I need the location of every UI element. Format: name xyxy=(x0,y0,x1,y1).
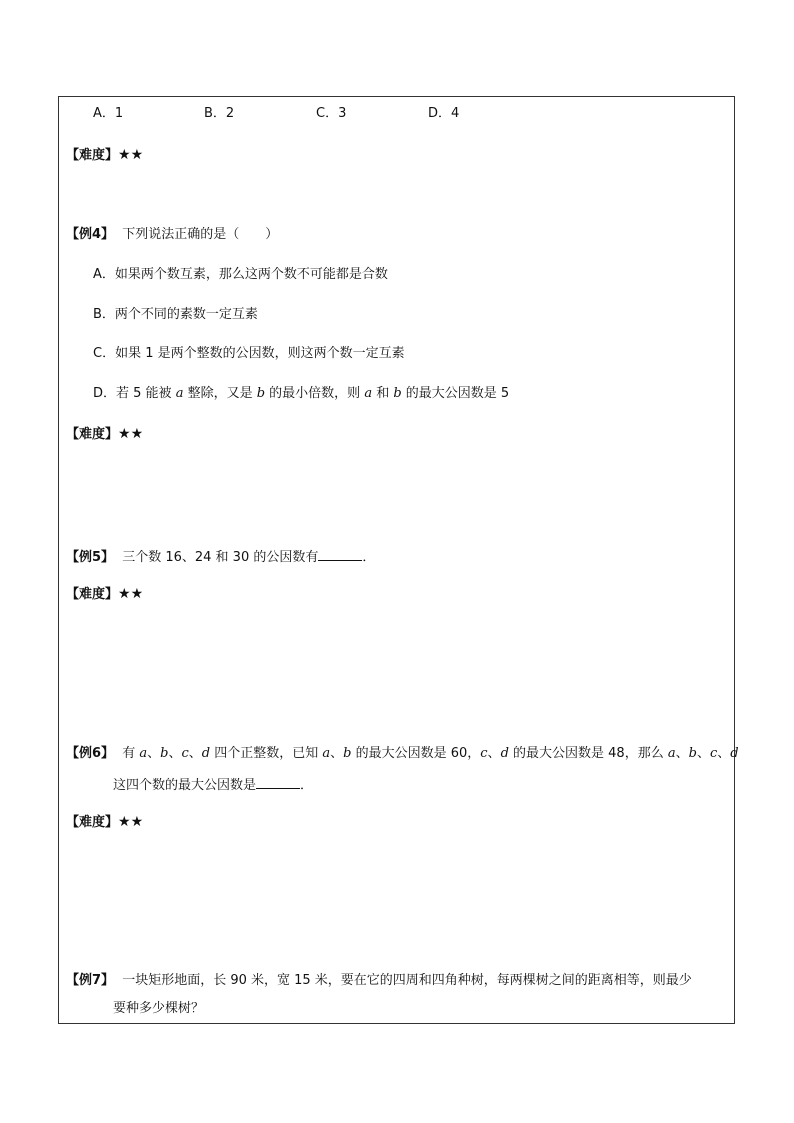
variable-b: b xyxy=(393,386,402,401)
text-segment: 、 xyxy=(717,746,731,761)
text-segment: 这四个数的最大公因数是 xyxy=(113,778,257,793)
difficulty-row xyxy=(66,813,143,832)
example-4-option-c: C．如果 1 是两个整数的公因数，则这两个数一定互素 xyxy=(93,346,405,361)
text-segment: 、 xyxy=(147,746,161,761)
text-segment: 的最大公因数是 5 xyxy=(401,386,510,401)
example-7-question-line-1: 一块矩形地面，长 90 米，宽 15 米，要在它的四周和四角种树，每两棵树之间的距离相等，则最少 xyxy=(122,973,692,988)
text-segment: 的最大公因数是 60， xyxy=(351,746,481,761)
example-4-question: 下列说法正确的是（ ） xyxy=(122,227,279,242)
text-segment: 、 xyxy=(696,746,710,761)
example-4-option-d xyxy=(93,385,509,403)
variable-a: a xyxy=(175,386,184,401)
example-4-tag: 【例4】 xyxy=(66,227,115,242)
prev-option-a: A．1 xyxy=(93,106,124,121)
variable-b: b xyxy=(160,746,169,761)
text-segment: 、 xyxy=(330,746,344,761)
variable-b: b xyxy=(343,746,352,761)
example-6-line-2 xyxy=(113,774,313,795)
difficulty-stars: ★★ xyxy=(118,586,144,602)
variable-a: a xyxy=(322,746,331,761)
example-6-stem xyxy=(66,745,739,763)
difficulty-row xyxy=(66,585,143,604)
difficulty-stars: ★★ xyxy=(118,814,144,830)
example-4-option-a: A．如果两个数互素，那么这两个数不可能都是合数 xyxy=(93,267,388,282)
text-segment: 四个正整数，已知 xyxy=(210,746,323,761)
difficulty-stars: ★★ xyxy=(118,147,144,163)
text-segment: 有 xyxy=(122,746,140,761)
example-4-option-b: B．两个不同的素数一定互素 xyxy=(93,307,258,322)
variable-c: c xyxy=(480,746,488,761)
variable-c: c xyxy=(181,746,189,761)
text-segment: 的最小倍数，则 xyxy=(265,386,365,401)
text-segment: D．若 5 能被 xyxy=(93,386,176,401)
variable-b: b xyxy=(688,746,697,761)
prev-option-b: B．2 xyxy=(204,106,235,121)
answer-blank xyxy=(318,546,362,561)
text-segment: 、 xyxy=(188,746,202,761)
example-7-question-line-2: 要种多少棵树？ xyxy=(113,1001,205,1016)
difficulty-label: 【难度】 xyxy=(66,148,119,163)
difficulty-stars: ★★ xyxy=(118,426,144,442)
difficulty-label: 【难度】 xyxy=(66,815,119,830)
text-segment: 整除，又是 xyxy=(183,386,257,401)
prev-option-c: C．3 xyxy=(316,106,347,121)
example-6-tag: 【例6】 xyxy=(66,746,115,761)
difficulty-label: 【难度】 xyxy=(66,427,119,442)
variable-d: d xyxy=(500,746,509,761)
text-segment: 、 xyxy=(675,746,689,761)
variable-a: a xyxy=(364,386,373,401)
text-segment: 的最大公因数是 48，那么 xyxy=(508,746,668,761)
variable-a: a xyxy=(667,746,676,761)
variable-d: d xyxy=(730,746,739,761)
example-5-question: 三个数 16、24 和 30 的公因数有 xyxy=(122,550,319,565)
difficulty-row xyxy=(66,425,143,444)
variable-d: d xyxy=(201,746,211,761)
text-segment: 、 xyxy=(487,746,501,761)
text-segment: 和 xyxy=(372,386,394,401)
variable-b: b xyxy=(256,386,266,401)
example-7-stem xyxy=(66,972,692,990)
text-segment: 、 xyxy=(168,746,182,761)
text-segment: ． xyxy=(300,778,314,793)
difficulty-label: 【难度】 xyxy=(66,587,119,602)
variable-a: a xyxy=(139,746,148,761)
answer-blank xyxy=(256,774,300,789)
example-5-tag: 【例5】 xyxy=(66,550,115,565)
variable-c: c xyxy=(709,746,718,761)
example-5-stem xyxy=(66,546,375,567)
example-4-stem xyxy=(66,226,278,244)
example-7-tag: 【例7】 xyxy=(66,973,115,988)
text-segment: ． xyxy=(362,550,376,565)
difficulty-row xyxy=(66,146,143,165)
prev-option-d: D．4 xyxy=(428,106,460,121)
